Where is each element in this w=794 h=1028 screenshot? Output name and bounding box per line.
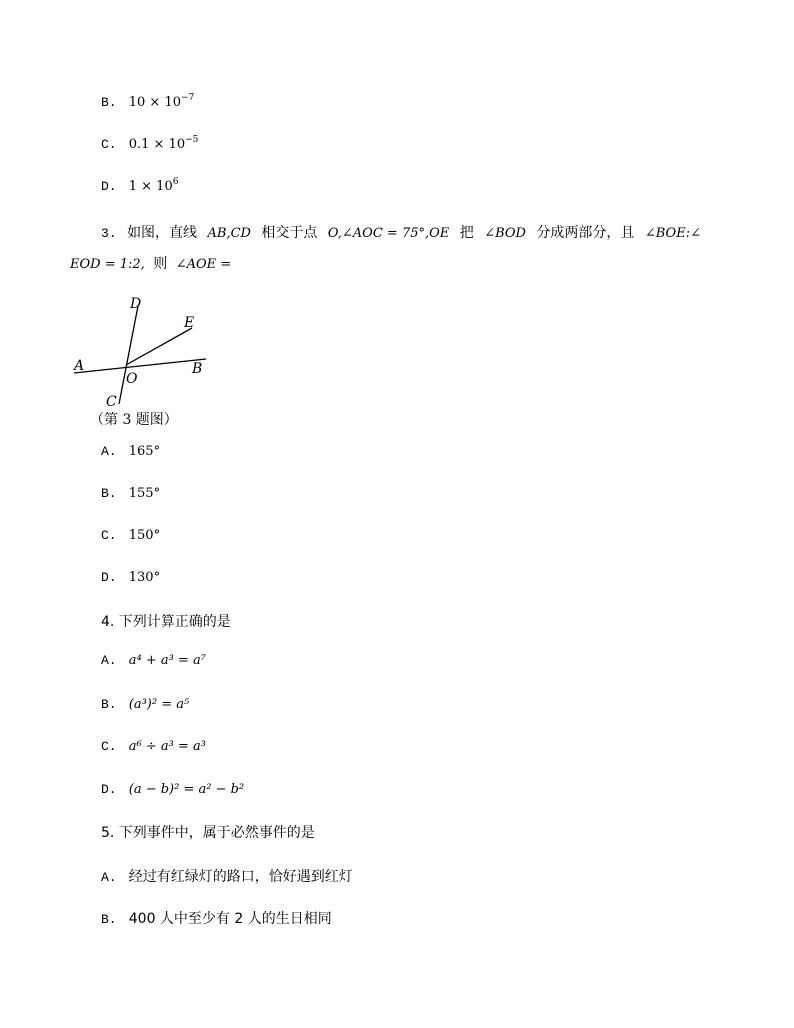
option-base: 1 × 10 [128, 179, 173, 194]
option-formula: (a − b)² = a² − b² [128, 782, 245, 797]
option-label: C. [101, 739, 117, 754]
q4-option-c [101, 739, 206, 754]
q3-option-b [101, 486, 160, 501]
q3-math: ∠BOE:∠ [644, 226, 701, 241]
point-c-label: C [106, 394, 117, 410]
q3-text: 把 [459, 225, 474, 241]
question-3-line1 [101, 222, 701, 242]
option-value: 165° [128, 444, 161, 459]
q4-option-d [101, 782, 244, 797]
option-value: 150° [128, 528, 161, 543]
line-cd [119, 306, 138, 404]
q3-math: O,∠AOC = 75°,OE [327, 226, 450, 241]
point-o-label: O [126, 371, 138, 387]
option-label: B. [101, 912, 117, 927]
option-value: 155° [128, 486, 161, 501]
q3-text: 则 [153, 256, 168, 272]
q3-text: 分成两部分，且 [536, 225, 635, 241]
option-label: B. [101, 486, 117, 501]
q3-option-d [101, 570, 160, 585]
option-label: D. [101, 570, 117, 585]
figure-caption: （第 3 题图） [90, 412, 178, 428]
option-text: 经过有红绿灯的路口，恰好遇到红灯 [128, 869, 353, 885]
q5-option-a [101, 866, 353, 886]
option-formula: a⁶ ÷ a³ = a³ [128, 739, 206, 754]
ray-oe [126, 328, 192, 365]
question-3-line2 [70, 253, 231, 273]
option-c-top [101, 137, 198, 152]
option-label: B. [101, 95, 117, 110]
q3-option-a [101, 444, 160, 459]
q3-math: ∠AOE = [175, 257, 232, 272]
option-exponent: −5 [185, 135, 199, 145]
q5-option-b [101, 908, 332, 928]
point-d-label: D [130, 296, 142, 312]
point-b-label: B [192, 361, 203, 377]
option-label: A. [101, 444, 117, 459]
question-5-stem: 5. 下列事件中，属于必然事件的是 [101, 825, 315, 841]
question-4-stem: 4. 下列计算正确的是 [101, 614, 231, 630]
option-label: D. [101, 782, 117, 797]
option-d-top [101, 179, 178, 194]
option-label: A. [101, 870, 117, 885]
option-exponent: 6 [172, 177, 179, 187]
option-label: C. [101, 528, 117, 543]
question-number: 3. [101, 226, 117, 241]
option-label: D. [101, 179, 117, 194]
point-e-label: E [184, 315, 195, 331]
option-formula: (a³)² = a⁵ [128, 697, 190, 712]
q3-option-c [101, 528, 160, 543]
q3-math: EOD = 1:2, [70, 257, 145, 272]
option-value: 130° [128, 570, 161, 585]
option-label: B. [101, 697, 117, 712]
option-formula: a⁴ + a³ = a⁷ [128, 653, 206, 668]
q4-option-a [101, 653, 206, 668]
option-exponent: −7 [181, 93, 195, 103]
q4-option-b [101, 697, 189, 712]
option-label: A. [101, 653, 117, 668]
point-a-label: A [74, 358, 85, 374]
option-text: 400 人中至少有 2 人的生日相同 [128, 911, 332, 927]
line-ab [74, 359, 206, 373]
q3-math: AB,CD [207, 226, 251, 241]
option-b-top [101, 95, 194, 110]
q3-math: ∠BOD [484, 226, 526, 241]
option-label: C. [101, 137, 117, 152]
q3-text: 如图，直线 [127, 225, 198, 241]
geometry-figure [72, 292, 212, 424]
option-base: 10 × 10 [128, 95, 181, 110]
q3-text: 相交于点 [261, 225, 318, 241]
option-base: 0.1 × 10 [128, 137, 186, 152]
